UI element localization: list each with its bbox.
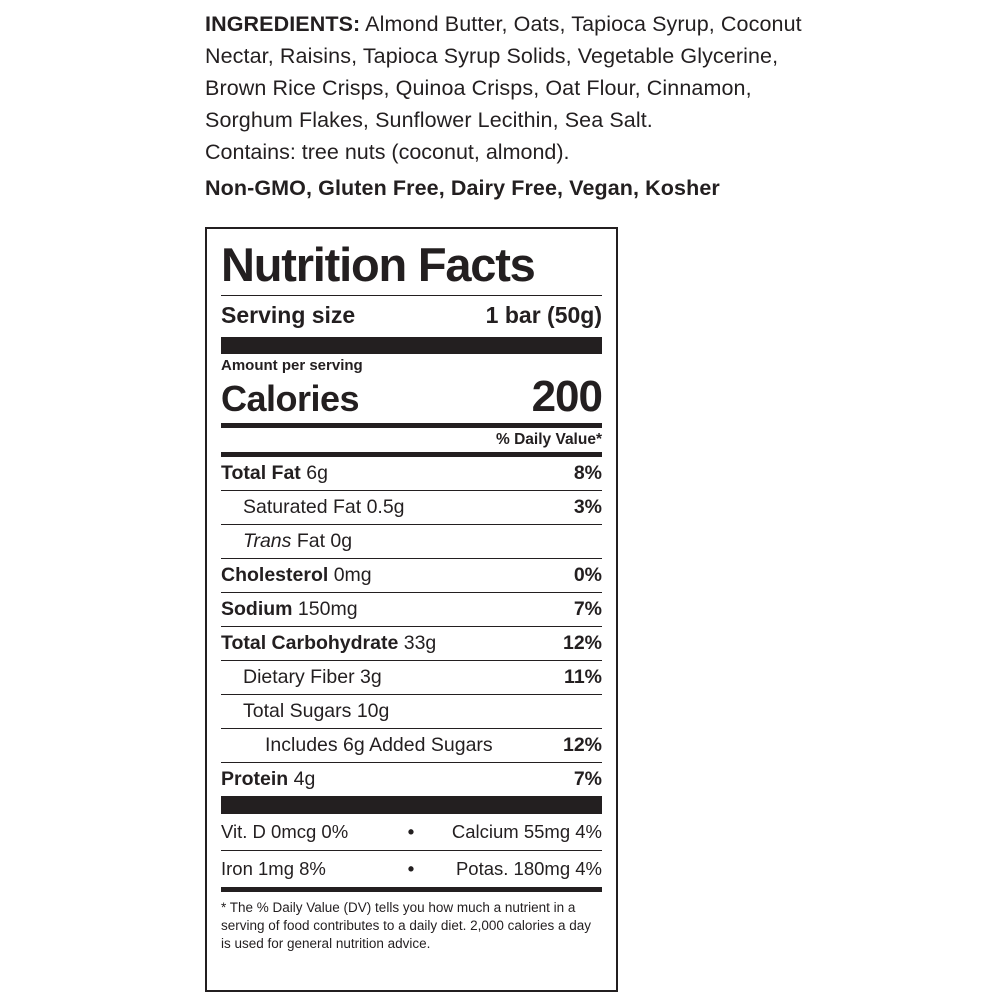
- nutrition-facts-title: Nutrition Facts: [221, 238, 535, 291]
- nutrient-daily-value: 7%: [573, 768, 602, 790]
- nutrient-name: [221, 598, 358, 621]
- serving-size-label: Serving size: [221, 302, 356, 328]
- nutrient-name: [243, 530, 352, 553]
- nutrient-label: Saturated Fat: [243, 496, 362, 518]
- ingredients-contains: Contains: tree nuts (coconut, almond).: [205, 140, 570, 164]
- micronutrient-right: Calcium 55mg 4%: [451, 821, 602, 842]
- amount-per-serving-label: Amount per serving: [221, 357, 363, 374]
- nutrient-row: [221, 729, 602, 762]
- micronutrient-row: [221, 851, 602, 887]
- nutrient-daily-value: 12%: [562, 734, 602, 756]
- nutrient-daily-value: 8%: [573, 462, 602, 484]
- nutrient-daily-value: 0%: [573, 564, 602, 586]
- divider-thick-above-micros: [221, 797, 602, 814]
- nutrient-row: [221, 525, 602, 558]
- divider-thick-above-calories: [221, 337, 602, 354]
- nutrient-rows: [221, 457, 602, 797]
- nutrient-amount: 6g: [300, 462, 328, 484]
- serving-size-row: [221, 296, 602, 337]
- nutrient-daily-value: 12%: [562, 632, 602, 654]
- nutrient-amount: 10g: [351, 700, 390, 722]
- serving-size-value: 1 bar (50g): [485, 302, 602, 328]
- nutrient-name: [221, 768, 315, 791]
- nutrient-label: Dietary Fiber: [243, 666, 355, 688]
- nutrient-daily-value: 3%: [573, 496, 602, 518]
- micronutrient-left: Vit. D 0mcg 0%: [221, 821, 349, 842]
- nutrient-label: Total Sugars: [243, 700, 352, 722]
- nutrient-amount: 3g: [354, 666, 382, 688]
- micronutrient-rows: [221, 814, 602, 887]
- micronutrient-row: [221, 814, 602, 850]
- nutrient-name: [243, 700, 389, 723]
- nutrient-name: [243, 666, 382, 689]
- bullet-separator-icon: •: [407, 858, 415, 879]
- micronutrient-right: Potas. 180mg 4%: [455, 858, 602, 879]
- calories-label: Calories: [221, 378, 360, 419]
- nutrient-amount: 0mg: [328, 564, 372, 586]
- nutrient-name: [221, 564, 372, 587]
- ingredients-list: Almond Butter, Oats, Tapioca Syrup, Coconut Nectar, Raisins, Tapioca Syrup Solids, Vegetable Glycerine, Brown Rice Crisps, Quinoa Crisps, Oat Flour, Cinnamon, Sorghum Flakes, Sunflower Lecithin, Sea Salt.: [205, 12, 802, 132]
- nutrient-label: Trans: [243, 530, 292, 552]
- dietary-claims: Non-GMO, Gluten Free, Dairy Free, Vegan, Kosher: [205, 176, 720, 200]
- nutrient-name: [243, 496, 405, 519]
- nutrient-amount: Fat 0g: [291, 530, 353, 552]
- ingredients-heading: INGREDIENTS:: [205, 12, 361, 36]
- nutrient-row: [221, 559, 602, 592]
- nutrient-row: [221, 661, 602, 694]
- nutrient-row: [221, 763, 602, 796]
- nutrient-row: [221, 491, 602, 524]
- nutrient-name: [265, 734, 493, 757]
- calories-value: 200: [531, 372, 602, 421]
- micronutrient-left: Iron 1mg 8%: [221, 858, 326, 879]
- nutrient-daily-value: 11%: [564, 666, 602, 688]
- nutrient-amount: 150mg: [292, 598, 358, 620]
- nutrition-facts-panel: [205, 227, 618, 992]
- nutrient-label: Total Carbohydrate: [221, 632, 399, 654]
- bullet-separator-icon: •: [407, 821, 415, 842]
- nutrient-name: [221, 632, 436, 655]
- nutrient-row: [221, 627, 602, 660]
- nutrient-amount: 33g: [398, 632, 437, 654]
- daily-value-header: % Daily Value*: [496, 431, 602, 448]
- nutrient-row: [221, 457, 602, 490]
- nutrient-label: Protein: [221, 768, 289, 790]
- nutrient-amount: 4g: [288, 768, 316, 790]
- nutrient-row: [221, 593, 602, 626]
- ingredients-block: [205, 8, 805, 203]
- calories-row: [221, 372, 602, 423]
- daily-value-footnote: * The % Daily Value (DV) tells you how much a nutrient in a serving of food contributes to a daily diet. 2,000 calories a day is used for general nutrition advice.: [221, 900, 591, 951]
- ingredients-text: [205, 8, 805, 136]
- nutrient-name: [221, 462, 328, 485]
- nutrient-amount: 0.5g: [361, 496, 405, 518]
- nutrient-label: Total Fat: [221, 462, 301, 484]
- nutrient-label: Includes 6g Added Sugars: [265, 734, 493, 756]
- nutrient-label: Cholesterol: [221, 564, 329, 586]
- nutrient-row: [221, 695, 602, 728]
- nutrient-daily-value: 7%: [573, 598, 602, 620]
- nutrient-label: Sodium: [221, 598, 293, 620]
